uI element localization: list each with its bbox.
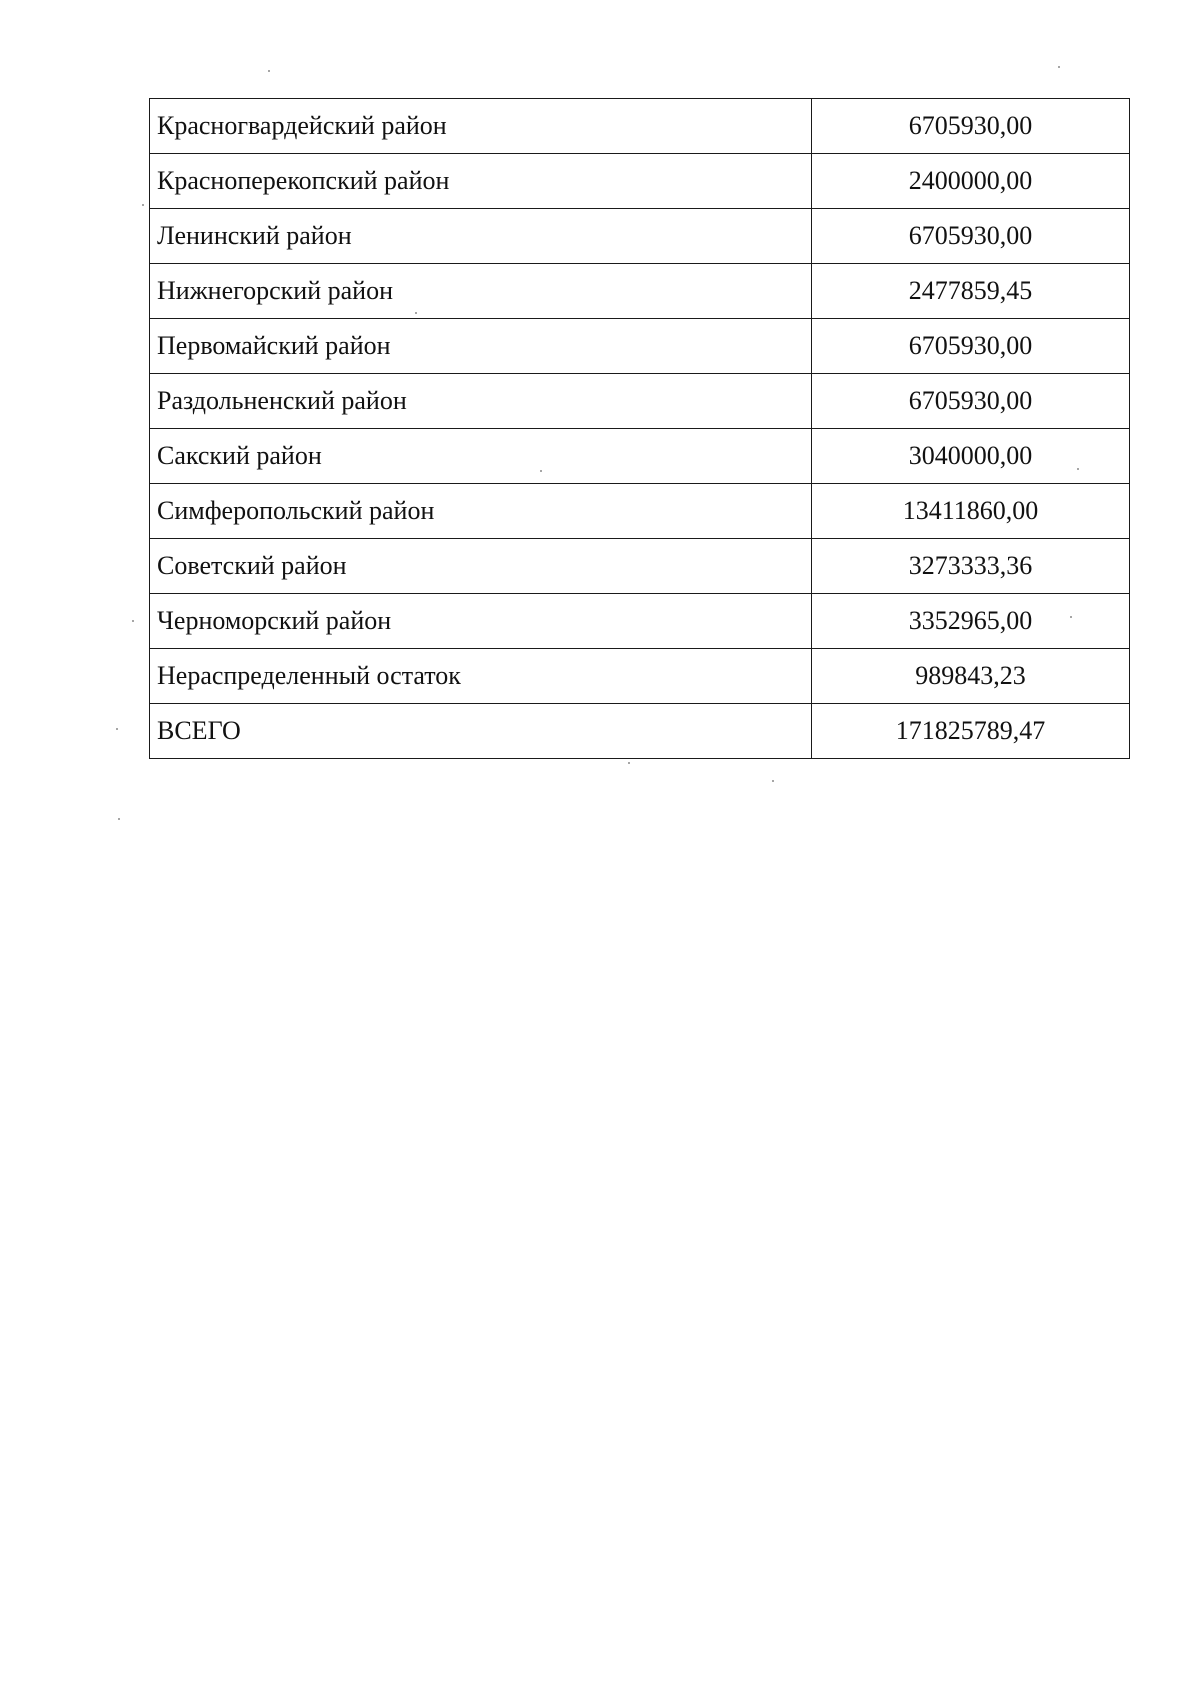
unallocated-remainder-label: Нераспределенный остаток	[150, 649, 812, 704]
amount-value: 3040000,00	[812, 429, 1130, 484]
scan-speck	[1077, 468, 1079, 470]
table-row	[150, 319, 1130, 374]
table-row	[150, 154, 1130, 209]
scan-speck	[628, 762, 630, 764]
total-value: 171825789,47	[812, 704, 1130, 759]
district-name: Первомайский район	[150, 319, 812, 374]
scan-speck	[540, 470, 542, 472]
scan-speck	[116, 728, 118, 730]
scan-speck	[1058, 66, 1060, 68]
table-row	[150, 209, 1130, 264]
total-label: ВСЕГО	[150, 704, 812, 759]
table-row	[150, 374, 1130, 429]
amount-value: 13411860,00	[812, 484, 1130, 539]
amount-value: 6705930,00	[812, 209, 1130, 264]
amount-value: 2477859,45	[812, 264, 1130, 319]
district-name: Нижнегорский район	[150, 264, 812, 319]
district-name: Черноморский район	[150, 594, 812, 649]
amount-value: 3273333,36	[812, 539, 1130, 594]
table-row	[150, 649, 1130, 704]
amount-value: 6705930,00	[812, 374, 1130, 429]
allocation-table	[149, 98, 1130, 759]
scan-speck	[1070, 616, 1072, 618]
amount-value: 2400000,00	[812, 154, 1130, 209]
table-row	[150, 484, 1130, 539]
scan-speck	[268, 70, 270, 72]
district-name: Красногвардейский район	[150, 99, 812, 154]
table-row	[150, 429, 1130, 484]
scan-speck	[142, 204, 144, 206]
district-name: Сакский район	[150, 429, 812, 484]
amount-value: 3352965,00	[812, 594, 1130, 649]
district-name: Красноперекопский район	[150, 154, 812, 209]
table-row	[150, 99, 1130, 154]
allocation-table-body	[150, 99, 1130, 759]
scan-speck	[772, 780, 774, 782]
district-name: Советский район	[150, 539, 812, 594]
amount-value: 6705930,00	[812, 319, 1130, 374]
district-name: Ленинский район	[150, 209, 812, 264]
table-total-row	[150, 704, 1130, 759]
scan-speck	[415, 312, 417, 314]
table-row	[150, 594, 1130, 649]
table-row	[150, 264, 1130, 319]
amount-value: 6705930,00	[812, 99, 1130, 154]
unallocated-remainder-value: 989843,23	[812, 649, 1130, 704]
scan-speck	[118, 818, 120, 820]
scan-speck	[132, 620, 134, 622]
table-row	[150, 539, 1130, 594]
district-name: Симферопольский район	[150, 484, 812, 539]
district-name: Раздольненский район	[150, 374, 812, 429]
